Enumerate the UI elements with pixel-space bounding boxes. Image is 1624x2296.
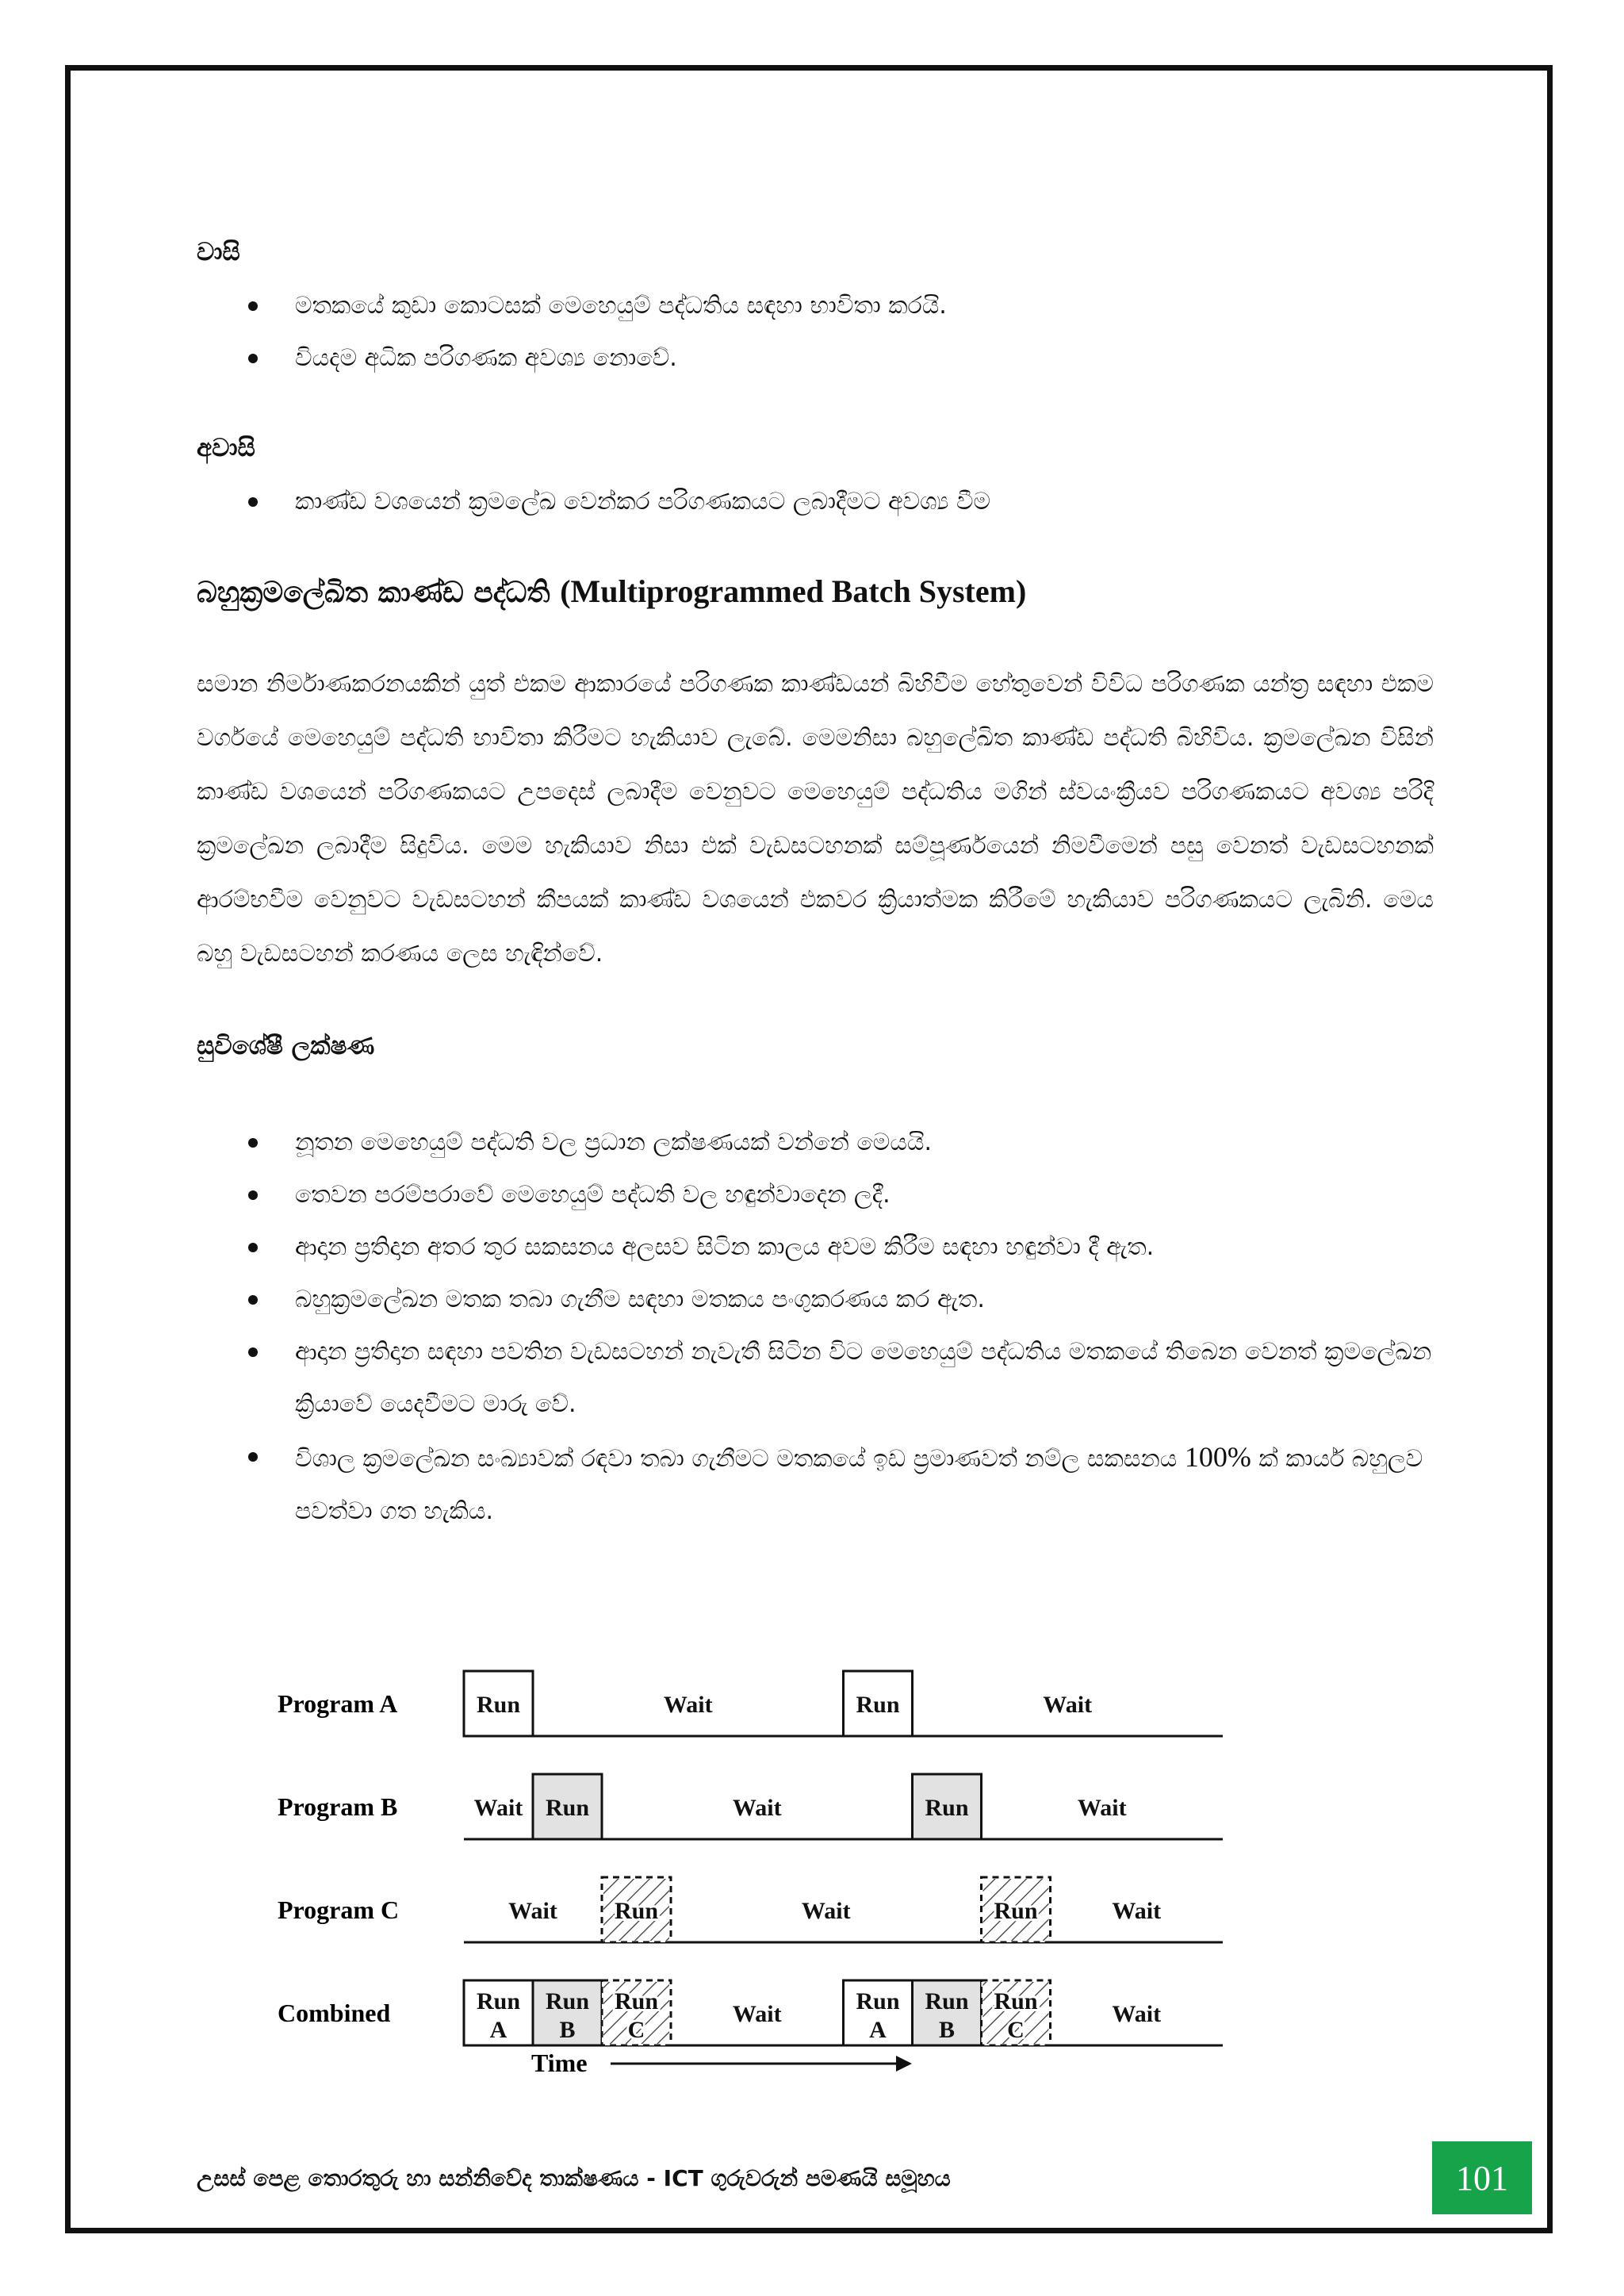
feature-percent: 100% bbox=[1184, 1441, 1251, 1473]
cell-label: Run bbox=[545, 1795, 590, 1821]
features-title: සුවිශේෂී ලක්ෂණ bbox=[197, 1032, 375, 1060]
cell-sublabel: C bbox=[1007, 2017, 1025, 2043]
list-item: මතකයේ කුඩා කොටසක් මෙහෙයුම් පද්ධතිය සඳහා භාවිතා කරයි. bbox=[197, 280, 1434, 332]
row-label: Combined bbox=[278, 1999, 391, 2027]
features-list bbox=[197, 1117, 1434, 1538]
cell-sublabel: A bbox=[869, 2017, 887, 2043]
section-heading-si: බහුක්‍රමලේඛිත කාණ්ඩ පද්ධති bbox=[197, 577, 550, 609]
cell-label: Wait bbox=[1077, 1795, 1127, 1821]
list-item: ආදාන ප්‍රතිදාන අතර තුර සකසනය අලසව සිටින කාලය අවම කිරීම සඳහා හඳුන්වා දී ඇත. bbox=[197, 1221, 1434, 1274]
feature-text-post: ක් කාර්ය බහුලව පවත්වා ගත හැකිය. bbox=[295, 1445, 1423, 1525]
cell-label: Wait bbox=[1112, 1898, 1162, 1924]
time-arrow-head bbox=[896, 2056, 912, 2072]
cell-label: Run bbox=[925, 1795, 969, 1821]
cell-label: Run bbox=[614, 1988, 659, 2014]
cell-label: Wait bbox=[1043, 1692, 1093, 1718]
cell-label: Run bbox=[856, 1692, 900, 1718]
cell-label: Run bbox=[994, 1898, 1038, 1924]
cell-label: Wait bbox=[663, 1692, 713, 1718]
cell-label: Run bbox=[925, 1988, 969, 2014]
list-item: බහුක්‍රමලේඛන මතක තබා ගැනීම සඳහා මතකය පංගුකරණය කර ඇත. bbox=[197, 1274, 1434, 1326]
cell-sublabel: C bbox=[627, 2017, 645, 2043]
page-number: 101 bbox=[1432, 2141, 1532, 2214]
cell-label: Run bbox=[476, 1692, 521, 1718]
time-axis bbox=[531, 2049, 912, 2077]
list-item: නූතන මෙහෙයුම් පද්ධති වල ප්‍රධාන ලක්ෂණයක් වන්නේ මෙයයි. bbox=[197, 1117, 1434, 1169]
cell-label: Run bbox=[994, 1988, 1038, 2014]
page-content bbox=[197, 238, 1434, 1538]
row-label: Program B bbox=[278, 1792, 398, 1821]
cell-label: Run bbox=[476, 1988, 521, 2014]
list-item: තෙවන පරම්පරාවේ මෙහෙයුම් පද්ධති වල හඳුන්වාදෙන ලදී. bbox=[197, 1169, 1434, 1221]
cell-label: Run bbox=[856, 1988, 900, 2014]
list-item: කාණ්ඩ වශයෙන් ක්‍රමලේඛ වෙන්කර පරිගණකයට ලබාදීමට අවශ්‍ය වීම bbox=[197, 476, 1434, 528]
diagram-row bbox=[278, 1877, 1223, 1942]
disadvantages-title: අවාසි bbox=[197, 434, 255, 462]
feature-text-pre: විශාල ක්‍රමලේඛන සංඛ්‍යාවක් රඳවා තබා ගැනීමට මතකයේ ඉඩ ප්‍රමාණවත් නම්ල සකසනය bbox=[295, 1445, 1185, 1473]
row-label: Program A bbox=[278, 1689, 398, 1718]
cell-sublabel: A bbox=[489, 2017, 508, 2043]
multiprogramming-diagram bbox=[262, 1669, 1253, 2098]
section-heading bbox=[197, 573, 1434, 610]
diagram-row bbox=[278, 1671, 1223, 1736]
cell-label: Run bbox=[614, 1898, 659, 1924]
section-heading-en: (Multiprogrammed Batch System) bbox=[560, 573, 1027, 609]
footer-text: උසස් පෙළ තොරතුරු හා සන්නිවේද තාක්ෂණය - ICT ගුරුවරුන් පමණයි සමූහය bbox=[197, 2165, 951, 2191]
cell-label: Run bbox=[545, 1988, 590, 2014]
diagram-row bbox=[278, 1774, 1223, 1839]
advantages-title: වාසි bbox=[197, 238, 240, 266]
list-item bbox=[197, 1431, 1434, 1538]
list-item: වියදම අධික පරිගණක අවශ්‍ය නොවේ. bbox=[197, 332, 1434, 385]
list-item: ආදාන ප්‍රතිදාන සඳහා පවතින වැඩසටහන් නැවැතී සිටින විට මෙහෙයුම් පද්ධතිය මතකයේ තිබෙන වෙනත් ක්‍රමලේඛන ක්‍රියාවේ යෙදවීමට මාරු වේ. bbox=[197, 1326, 1434, 1431]
cell-label: Wait bbox=[508, 1898, 557, 1924]
cell-label: Wait bbox=[732, 2001, 782, 2027]
cell-label: Wait bbox=[1112, 2001, 1162, 2027]
disadvantages-list bbox=[197, 476, 1434, 528]
diagram-rows bbox=[278, 1671, 1223, 2045]
cell-label: Wait bbox=[801, 1898, 851, 1924]
cell-sublabel: B bbox=[938, 2017, 956, 2043]
cell-label: Wait bbox=[732, 1795, 782, 1821]
cell-sublabel: B bbox=[559, 2017, 576, 2043]
cell-label: Wait bbox=[473, 1795, 523, 1821]
row-label: Program C bbox=[278, 1895, 400, 1924]
section-paragraph: සමාන නිර්මාණකරනයකින් යුත් එකම ආකාරයේ පරිගණක කාණ්ඩයන් බිහිවීම හේතුවෙන් විවිධ පරිගණක යන්ත්‍ර සඳහා එකම වර්ගයේ මෙහෙයුම් පද්ධති භාවිතා කිරීමට හැකියාව ලැබේ. මෙමනිසා බහුලේඛිත කාණ්ඩ පද්ධති බිහිවිය. ක්‍රමලේඛන විසින් කාණ්ඩ වශයෙන් පරිගණකයට උපදෙස් ලබාදීම වෙනුවට මෙහෙයුම් පද්ධතිය මගින් ස්වයංක්‍රීයව පරිගණකයට අවශ්‍ය පරිදි ක්‍රමලේඛන ලබාදීම සිදුවිය. මෙම හැකියාව නිසා එක් වැඩසටහනක් සම්පූර්ණයෙන් නිමවීමෙන් පසු වෙනත් වැඩසටහනක් ආරම්භවීම වෙනුවට වැඩසටහන් කීපයක් කාණ්ඩ වශයෙන් එකවර ක්‍රියාත්මක කිරීමේ හැකියාව පරිගණකයට ලැබිනි. මෙය බහු වැඩසටහන් කරණය ලෙස හැඳින්වේ. bbox=[197, 670, 1434, 968]
advantages-list bbox=[197, 280, 1434, 385]
time-label: Time bbox=[531, 2049, 588, 2077]
diagram-row bbox=[278, 1980, 1223, 2045]
